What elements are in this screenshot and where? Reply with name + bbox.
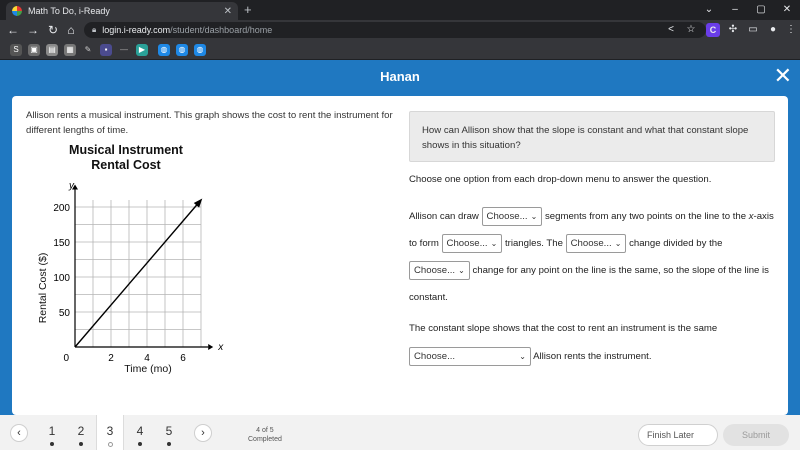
iready-favicon-icon	[12, 6, 22, 16]
chart-x-tick-label: 6	[180, 353, 186, 364]
chart-x-tick-label: 4	[144, 353, 150, 364]
url-path: /student/dashboard/home	[170, 25, 273, 35]
bookmark-globe-icon[interactable]: ◍	[158, 44, 170, 56]
app-header	[0, 60, 800, 94]
sentence-text: -axis to form	[409, 211, 774, 249]
rental-cost-chart	[22, 140, 224, 380]
maximize-icon[interactable]: ▢	[756, 4, 766, 15]
forward-icon[interactable]: →	[27, 23, 39, 37]
back-icon[interactable]: ←	[7, 23, 19, 37]
sentence-axis-letter: x	[748, 211, 754, 222]
menu-icon[interactable]: ⋮	[786, 24, 796, 35]
minimize-icon[interactable]: –	[732, 4, 738, 15]
browser-tab[interactable]	[6, 2, 238, 20]
chart-y-tick-label: 200	[53, 203, 70, 214]
url-host: login.i-ready.com	[102, 25, 171, 35]
new-tab-icon[interactable]: +	[244, 2, 252, 17]
chart-x-label: Time (mo)	[124, 363, 172, 375]
answer-sentence	[409, 203, 779, 311]
profile-icon[interactable]: ●	[769, 24, 777, 35]
chart-title-line1: Musical Instrument	[69, 143, 183, 157]
bookmark-pen-icon[interactable]: ✎	[84, 45, 92, 54]
question-nav-2[interactable]: 2	[67, 415, 95, 450]
bookmark-doc-icon[interactable]: ▣	[28, 44, 40, 56]
bookmark-photo-icon[interactable]: ▦	[64, 44, 76, 56]
bookmark-s-icon[interactable]: S	[10, 44, 22, 56]
browser-toolbar	[0, 20, 800, 40]
slope-meaning-dropdown[interactable]: Choose... ⌄	[409, 347, 531, 366]
slope-meaning-sentence: The constant slope shows that the cost to rent an instrument is the same	[409, 323, 718, 334]
bookmark-globe3-icon[interactable]: ◍	[194, 44, 206, 56]
question-nav-1[interactable]: 1	[38, 415, 66, 450]
chevron-down-icon: ⌄	[519, 352, 526, 361]
question-nav-3[interactable]: 3	[96, 415, 124, 450]
chevron-down-icon: ⌄	[490, 238, 498, 248]
bookmarks-bar	[0, 40, 800, 60]
chart-x-axis-letter: x	[218, 342, 224, 353]
chart-title-line2: Rental Cost	[91, 158, 161, 172]
question-card	[12, 96, 788, 415]
question-intro: Allison rents a musical instrument. This graph shows the cost to rent the instrument for different lengths of time.	[26, 110, 393, 136]
reload-icon[interactable]: ↻	[47, 23, 59, 37]
chevron-down-icon: ⌄	[458, 265, 465, 275]
question-nav-5[interactable]: 5	[155, 415, 183, 450]
progress-status	[248, 426, 282, 444]
share-icon[interactable]: <	[668, 24, 674, 35]
close-lesson-icon[interactable]: ✕	[773, 63, 792, 88]
home-icon[interactable]: ⌂	[67, 23, 75, 37]
chart-y-tick-label: 50	[58, 308, 70, 319]
window-controls	[696, 0, 800, 20]
chart-y-tick-label: 150	[53, 238, 70, 249]
bookmark-globe2-icon[interactable]: ◍	[176, 44, 188, 56]
progress-label: Completed	[248, 436, 282, 443]
bookmark-star-icon[interactable]: ☆	[686, 24, 696, 35]
chart-x-tick-label: 2	[108, 353, 114, 364]
question-prompt: How can Allison show that the slope is constant and what that constant slope shows in this situation?	[422, 125, 749, 151]
chart-y-tick-label: 100	[53, 273, 70, 284]
previous-question-icon[interactable]: ‹	[10, 424, 28, 442]
finish-later-button[interactable]: Finish Later	[638, 424, 718, 446]
sentence-text: change for any point on the line is the same, so the slope of the line is constant.	[409, 265, 769, 303]
chart-series-line	[75, 200, 201, 347]
sentence-text: Allison rents the instrument.	[533, 351, 652, 363]
chevron-down-icon: ⌄	[614, 238, 622, 248]
browser-tab-bar	[0, 0, 800, 20]
slope-meaning-answer	[409, 347, 652, 366]
bookmark-purple-icon[interactable]: ▪	[100, 44, 112, 56]
reading-list-icon[interactable]: ▭	[748, 24, 758, 35]
question-prompt-box	[409, 111, 775, 162]
question-footer	[0, 415, 800, 450]
tab-title: Math To Do, i-Ready	[28, 6, 110, 16]
chart-origin-label: 0	[63, 353, 69, 364]
sentence-text: Allison can draw	[409, 211, 479, 222]
instruction-text: Choose one option from each drop-down menu to answer the question.	[409, 174, 712, 185]
question-nav-4[interactable]: 4	[126, 415, 154, 450]
sentence-text: change divided by the	[629, 238, 723, 249]
bookmark-play-icon[interactable]: ▶	[136, 44, 148, 56]
next-question-icon[interactable]: ›	[194, 424, 212, 442]
segment-type-dropdown[interactable]: Choose... ⌄	[482, 207, 543, 226]
chart-x-axis-arrow	[208, 344, 213, 350]
chart-y-axis-letter: y	[69, 180, 74, 192]
bookmark-dash-icon[interactable]: —	[120, 45, 128, 54]
tab-close-icon[interactable]: ✕	[223, 5, 232, 17]
chevron-down-icon: ⌄	[530, 211, 538, 221]
triangle-type-dropdown[interactable]: Choose... ⌄	[442, 234, 503, 253]
lock-icon: 🔒︎	[92, 25, 97, 34]
denominator-change-dropdown[interactable]: Choose... ⌄	[409, 261, 470, 280]
address-bar[interactable]	[84, 22, 706, 38]
sentence-text: triangles. The	[504, 238, 563, 249]
progress-count: 4 of 5	[256, 427, 274, 434]
extensions-puzzle-icon[interactable]: ✣	[728, 24, 738, 35]
chart-y-label: Rental Cost ($)	[37, 252, 49, 324]
student-name: Hanan	[380, 69, 420, 84]
numerator-change-dropdown[interactable]: Choose... ⌄	[566, 234, 627, 253]
bookmark-image-icon[interactable]: ▤	[46, 44, 58, 56]
chart-tick-labels	[53, 203, 186, 364]
window-close-icon[interactable]: ✕	[782, 4, 792, 15]
extension-c-icon[interactable]: C	[706, 23, 720, 37]
sentence-text: segments from any two points on the line to the	[544, 211, 747, 222]
tab-search-icon[interactable]: ⌄	[704, 4, 714, 15]
submit-button[interactable]: Submit	[723, 424, 789, 446]
